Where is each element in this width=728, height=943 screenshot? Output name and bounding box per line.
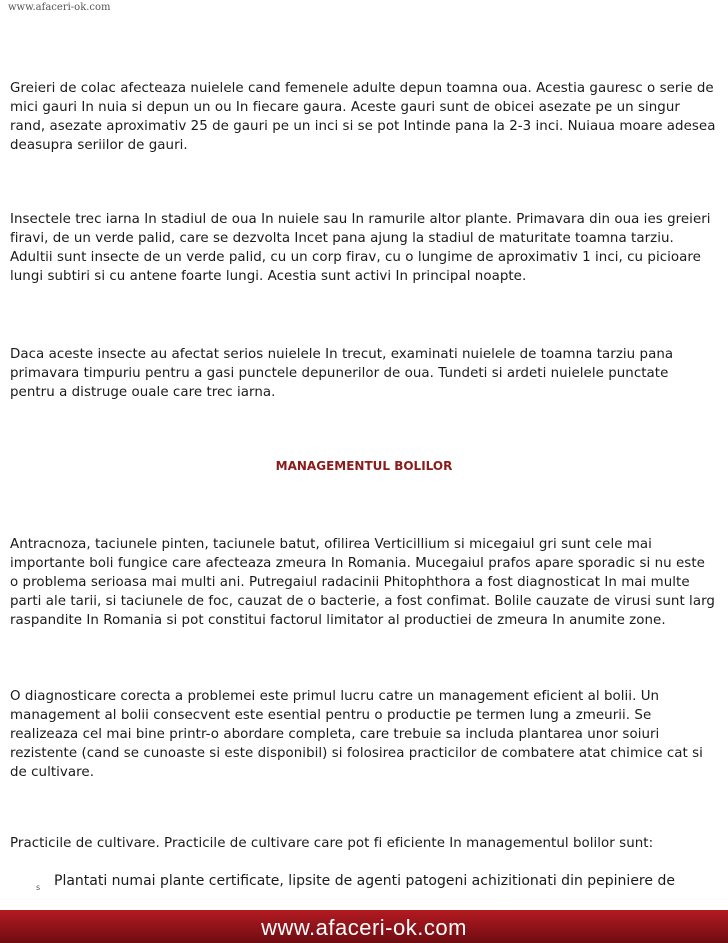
paragraph-practices: Practicile de cultivare. Practicile de cultivare care pot fi eficiente In managementul bolilor sunt:	[10, 836, 654, 851]
bullet-icon: s	[36, 883, 41, 892]
paragraph-overwintering: Insectele trec iarna In stadiul de oua In nuiele sau In ramurile altor plante. Primavara din oua ies greieri firavi, de un verde palid, care se dezvolta Incet pana ajung la stadiul de maturitate toamna tarziu. Adultii sunt insecte de un verde palid, cu un corp firav, cu o lungime de aproximativ 1 inci, cu picioare lungi subtiri si cu antene foarte lungi. Acestia sunt activi In principal noapte.	[10, 212, 711, 284]
section-heading: MANAGEMENTUL BOLILOR	[275, 459, 453, 473]
footer-logo-text: www.afaceri-ok.com	[261, 915, 467, 940]
paragraph-diseases: Antracnoza, taciunele pinten, taciunele batut, ofilirea Verticillium si micegaiul gri sunt cele mai importante boli fungice care afecteaza zmeura In Romania. Mucegaiul prafos apare sporadic si nu este o problema serioasa mai multi ani. Putregaiul radacinii Phitophthora a fost diagnosticat In mai multe parti ale tarii, si taciunele de foc, cauzat de o bacterie, a fost confimat. Bolile cauzate de virusi sunt larg raspandite In Romania si pot constitui factorul limitator al productiei de zmeura In anumite zone.	[10, 537, 715, 628]
paragraph-crickets-damage: Greieri de colac afecteaza nuielele cand femenele adulte depun toamna oua. Acestia gauresc o serie de mici gauri In nuia si depun un ou In fiecare gaura. Aceste gauri sunt de obicei asezate pe un singur rand, asezate aproximativ 25 de gauri pe un inci si se pot Intinde pana la 2-3 inci. Nuiaua moare adesea deasupra seriilor de gauri.	[10, 81, 716, 153]
paragraph-diagnosis: O diagnosticare corecta a problemei este primul lucru catre un management eficient al bolii. Un management al bolii consecvent este esential pentru o productie pe termen lung a zmeurii. Se realizeaza cel mai bine printr-o abordare completa, care trebuie sa includa plantarea unor soiuri rezistente (cand se cunoaste si este disponibil) si folosirea practicilor de combatere atat chimice cat si de cultivare.	[10, 689, 703, 780]
list-item-text: Plantati numai plante certificate, lipsite de agenti patogeni achizitionati din pepiniere de	[54, 873, 675, 889]
header-url: www.afaceri-ok.com	[8, 2, 111, 13]
footer-banner	[0, 910, 728, 943]
paragraph-control: Daca aceste insecte au afectat serios nuielele In trecut, examinati nuielele de toamna tarziu pana primavara timpuriu pentru a gasi punctele depunerilor de oua. Tundeti si ardeti nuielele punctate pentru a distruge ouale care trec iarna.	[10, 347, 674, 400]
